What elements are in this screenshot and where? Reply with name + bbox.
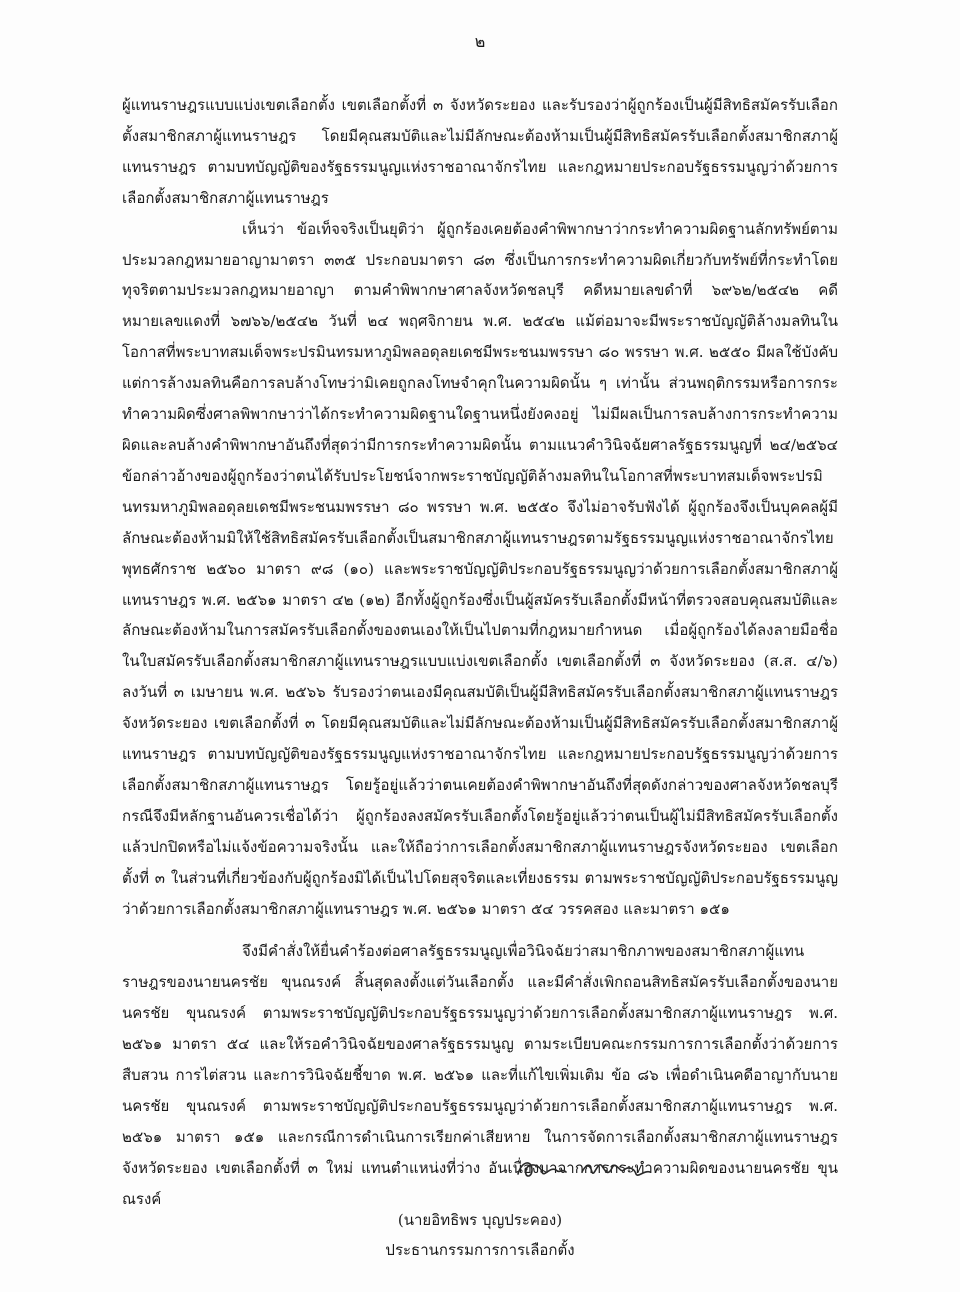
paragraph-2: เห็นว่า ข้อเท็จจริงเป็นยุติว่า ผู้ถูกร้องเคยต้องคำพิพากษาว่ากระทำความผิดฐานลักทรัพย์ตามประมวลกฎหมายอาญามาตรา ๓๓๕ ประกอบมาตรา ๘๓ ซึ่งเป็นการกระทำความผิดเกี่ยวกับทรัพย์ที่กระทำโดยทุจริตตามประมวลกฎหมายอาญา ตามคำพิพากษาศาลจังหวัดชลบุรี คดีหมายเลขดำที่ ๖๙๖๒/๒๕๔๒ คดีหมายเลขแดงที่ ๖๗๖๖/๒๕๔๒ วันที่ ๒๔ พฤศจิกายน พ.ศ. ๒๕๔๒ แม้ต่อมาจะมีพระราชบัญญัติล้างมลทินในโอกาสที่พระบาทสมเด็จพระปรมินทรมหาภูมิพลอดุลยเดชมีพระชนมพรรษา ๘๐ พรรษา พ.ศ. ๒๕๕๐ มีผลใช้บังคับ แต่การล้างมลทินคือการลบล้างโทษว่ามิเคยถูกลงโทษจำคุกในความผิดนั้น ๆ เท่านั้น ส่วนพฤติกรรมหรือการกระทำความผิดซึ่งศาลพิพากษาว่าได้กระทำความผิดฐานใดฐานหนึ่งยังคงอยู่ ไม่มีผลเป็นการลบล้างการกระทำความผิดและลบล้างคำพิพากษาอันถึงที่สุดว่ามีการกระทำความผิดนั้น ตามแนวคำวินิจฉัยศาลรัฐธรรมนูญที่ ๒๔/๒๕๖๔ ข้อกล่าวอ้างของผู้ถูกร้องว่าตนได้รับประโยชน์จากพระราชบัญญัติล้างมลทินในโอกาสที่พระบาทสมเด็จพระปรมินทรมหาภูมิพลอดุลยเดชมีพระชนมพรรษา ๘๐ พรรษา พ.ศ. ๒๕๕๐ จึงไม่อาจรับฟังได้ ผู้ถูกร้องจึงเป็นบุคคลผู้มีลักษณะต้องห้ามมิให้ใช้สิทธิสมัครรับเลือกตั้งเป็นสมาชิกสภาผู้แทนราษฎรตามรัฐธรรมนูญแห่งราชอาณาจักรไทย พุทธศักราช ๒๕๖๐ มาตรา ๙๘ (๑๐) และพระราชบัญญัติประกอบรัฐธรรมนูญว่าด้วยการเลือกตั้งสมาชิกสภาผู้แทนราษฎร พ.ศ. ๒๕๖๑ มาตรา ๔๒ (๑๒) อีกทั้งผู้ถูกร้องซึ่งเป็นผู้สมัครรับเลือกตั้งมีหน้าที่ตรวจสอบคุณสมบัติและลักษณะต้องห้ามในการสมัครรับเลือกตั้งของตนเองให้เป็นไปตามที่กฎหมายกำหนด เมื่อผู้ถูกร้องได้ลงลายมือชื่อในใบสมัครรับเลือกตั้งสมาชิกสภาผู้แทนราษฎรแบบแบ่งเขตเลือกตั้ง เขตเลือกตั้งที่ ๓ จังหวัดระยอง (ส.ส. ๔/๖) ลงวันที่ ๓ เมษายน พ.ศ. ๒๕๖๖ รับรองว่าตนเองมีคุณสมบัติเป็นผู้มีสิทธิสมัครรับเลือกตั้งสมาชิกสภาผู้แทนราษฎร จังหวัดระยอง เขตเลือกตั้งที่ ๓ โดยมีคุณสมบัติและไม่มีลักษณะต้องห้ามเป็นผู้มีสิทธิสมัครรับเลือกตั้งสมาชิกสภาผู้แทนราษฎร ตามบทบัญญัติของรัฐธรรมนูญแห่งราชอาณาจักรไทย และกฎหมายประกอบรัฐธรรมนูญว่าด้วยการเลือกตั้งสมาชิกสภาผู้แทนราษฎร โดยรู้อยู่แล้วว่าตนเคยต้องคำพิพากษาอันถึงที่สุดดังกล่าวของศาลจังหวัดชลบุรี กรณีจึงมีหลักฐานอันควรเชื่อได้ว่า ผู้ถูกร้องลงสมัครรับเลือกตั้งโดยรู้อยู่แล้วว่าตนเป็นผู้ไม่มีสิทธิสมัครรับเลือกตั้งแล้วปกปิดหรือไม่แจ้งข้อความจริงนั้น และให้ถือว่าการเลือกตั้งสมาชิกสภาผู้แทนราษฎรจังหวัดระยอง เขตเลือกตั้งที่ ๓ ในส่วนที่เกี่ยวข้องกับผู้ถูกร้องมิได้เป็นไปโดยสุจริตและเที่ยงธรรม ตามพระราชบัญญัติประกอบรัฐธรรมนูญว่าด้วยการเลือกตั้งสมาชิกสภาผู้แทนราษฎร พ.ศ. ๒๕๖๑ มาตรา ๕๔ วรรคสอง และมาตรา ๑๕๑ <box>122 219 838 918</box>
signer-name: (นายอิทธิพร บุญประคอง) <box>397 1211 563 1229</box>
handwritten-signature <box>510 1150 660 1186</box>
signer-title: ประธานกรรมการการเลือกตั้ง <box>385 1241 575 1259</box>
paragraph-3: จึงมีคำสั่งให้ยื่นคำร้องต่อศาลรัฐธรรมนูญเพื่อวินิจฉัยว่าสมาชิกภาพของสมาชิกสภาผู้แทนราษฎรของนายนครชัย ขุนณรงค์ สิ้นสุดลงตั้งแต่วันเลือกตั้ง และมีคำสั่งเพิกถอนสิทธิสมัครรับเลือกตั้งของนายนครชัย ขุนณรงค์ ตามพระราชบัญญัติประกอบรัฐธรรมนูญว่าด้วยการเลือกตั้งสมาชิกสภาผู้แทนราษฎร พ.ศ. ๒๕๖๑ มาตรา ๕๔ และให้รอคำวินิจฉัยของศาลรัฐธรรมนูญ ตามระเบียบคณะกรรมการการเลือกตั้งว่าด้วยการสืบสวน การไต่สวน และการวินิจฉัยชี้ขาด พ.ศ. ๒๕๖๑ และที่แก้ไขเพิ่มเติม ข้อ ๘๖ เพื่อดำเนินคดีอาญากับนายนครชัย ขุนณรงค์ ตามพระราชบัญญัติประกอบรัฐธรรมนูญว่าด้วยการเลือกตั้งสมาชิกสภาผู้แทนราษฎร พ.ศ. ๒๕๖๑ มาตรา ๑๕๑ และกรณีการดำเนินการเรียกค่าเสียหาย ในการจัดการเลือกตั้งสมาชิกสภาผู้แทนราษฎรจังหวัดระยอง เขตเลือกตั้งที่ ๓ ใหม่ แทนตำแหน่งที่ว่าง อันเนื่องมาจากการกระทำความผิดของนายนครชัย ขุนณรงค์ <box>122 942 838 1208</box>
document-body <box>122 90 838 1215</box>
page-number: ๒ <box>474 32 486 51</box>
paragraph-1: ผู้แทนราษฎรแบบแบ่งเขตเลือกตั้ง เขตเลือกตั้งที่ ๓ จังหวัดระยอง และรับรองว่าผู้ถูกร้องเป็นผู้มีสิทธิสมัครรับเลือกตั้งสมาชิกสภาผู้แทนราษฎร โดยมีคุณสมบัติและไม่มีลักษณะต้องห้ามเป็นผู้มีสิทธิสมัครรับเลือกตั้งสมาชิกสภาผู้แทนราษฎร ตามบทบัญญัติของรัฐธรรมนูญแห่งราชอาณาจักรไทย และกฎหมายประกอบรัฐธรรมนูญว่าด้วยการเลือกตั้งสมาชิกสภาผู้แทนราษฎร <box>122 96 838 207</box>
